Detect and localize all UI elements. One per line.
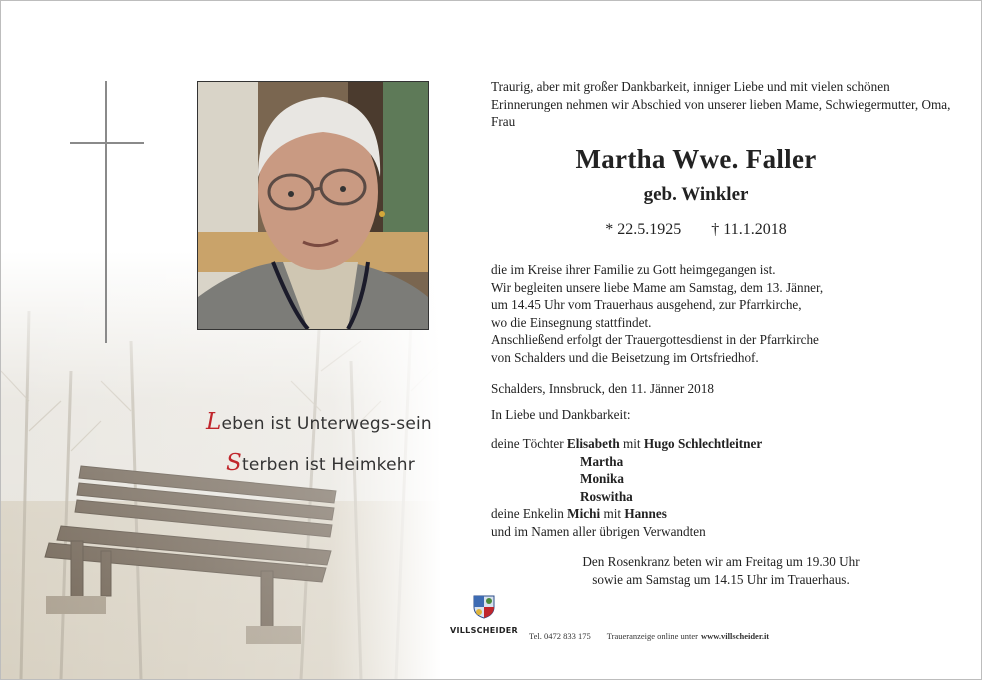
family-crest-icon (471, 593, 497, 619)
family-list (491, 435, 762, 540)
deceased-name: Martha Wwe. Faller (575, 144, 817, 174)
body-line: von Schalders und die Beisetzung im Ortsfriedhof. (491, 349, 759, 365)
rosary-info: Den Rosenkranz beten wir am Freitag um 19.30 Uhr sowie am Samstag um 14.15 Uhr im Trauerhaus. (582, 554, 860, 587)
footer-contact (529, 631, 769, 641)
family-line: Roswitha (580, 488, 633, 504)
death-date: † 11.1.2018 (711, 221, 787, 238)
quote-line-2: Sterben ist Heimkehr (226, 450, 415, 476)
footer-phone: Tel. 0472 833 175 (529, 631, 591, 641)
family-line: Monika (580, 471, 624, 486)
family-line: Martha (580, 453, 624, 469)
life-dates (461, 221, 931, 239)
body-line: Wir begleiten unsere liebe Mame am Samstag, dem 13. Jänner, (491, 279, 824, 295)
cross-icon-horizontal (70, 142, 144, 144)
family-line-daughters: deine Töchter Elisabeth mit Hugo Schlechtleitner (491, 436, 763, 451)
birth-name: geb. Winkler (643, 184, 749, 205)
portrait-photo (197, 81, 429, 330)
funeral-home-logo (448, 593, 520, 635)
footer-online-text: Traueranzeige online unter (606, 631, 698, 641)
body-line: Anschließend erfolgt der Trauergottesdienst in der Pfarrkirche (491, 332, 819, 347)
family-line-grandchildren: deine Enkelin Michi mit Hannes (491, 506, 667, 521)
cross-icon-vertical (105, 81, 107, 343)
intro-text: Traurig, aber mit großer Dankbarkeit, inniger Liebe und mit vielen schönen Erinnerungen nehmen wir Abschied von unserer lieben Mame, Schwiegermutter, Oma, Frau (491, 79, 951, 129)
footer-website-link[interactable]: www.villscheider.it (700, 631, 770, 641)
closing-line: In Liebe und Dankbarkeit: (491, 407, 631, 422)
place-date: Schalders, Innsbruck, den 11. Jänner 2018 (491, 381, 714, 396)
body-line: um 14.45 Uhr vom Trauerhaus ausgehend, zur Pfarrkirche, (491, 297, 802, 312)
logo-name: VILLSCHEIDER (450, 626, 518, 635)
birth-date: * 22.5.1925 (605, 221, 682, 238)
quote-line-1: Leben ist Unterwegs-sein (206, 409, 432, 435)
body-line: die im Kreise ihrer Familie zu Gott heimgegangen ist. (491, 262, 776, 277)
family-line-others: und im Namen aller übrigen Verwandten (491, 523, 706, 539)
funeral-details (491, 261, 951, 366)
body-line: wo die Einsegnung stattfindet. (491, 314, 652, 330)
